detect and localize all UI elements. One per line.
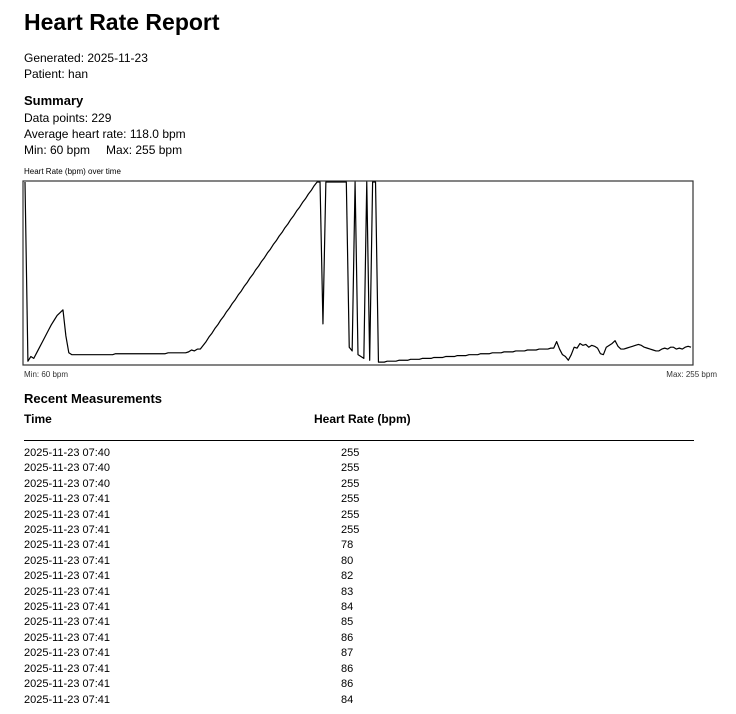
cell-time: 2025-11-23 07:41 bbox=[24, 647, 111, 660]
cell-heart-rate: 83 bbox=[341, 585, 354, 598]
cell-time: 2025-11-23 07:41 bbox=[24, 493, 111, 506]
table-row bbox=[24, 538, 694, 553]
table-row bbox=[24, 677, 694, 692]
cell-time: 2025-11-23 07:41 bbox=[24, 662, 111, 675]
cell-time: 2025-11-23 07:41 bbox=[24, 508, 111, 521]
generated-date: Generated: 2025-11-23 bbox=[24, 51, 148, 65]
summary-average: Average heart rate: 118.0 bpm bbox=[24, 127, 186, 141]
summary-heading: Summary bbox=[24, 93, 84, 108]
cell-heart-rate: 255 bbox=[341, 493, 360, 506]
cell-time: 2025-11-23 07:41 bbox=[24, 524, 111, 537]
cell-heart-rate: 255 bbox=[341, 524, 360, 537]
cell-time: 2025-11-23 07:41 bbox=[24, 570, 111, 583]
cell-heart-rate: 86 bbox=[341, 662, 354, 675]
table-row bbox=[24, 631, 694, 646]
cell-heart-rate: 255 bbox=[341, 477, 360, 490]
table-row bbox=[24, 523, 694, 538]
cell-heart-rate: 86 bbox=[341, 678, 354, 691]
column-header-time: Time bbox=[24, 412, 314, 441]
cell-heart-rate: 82 bbox=[341, 570, 354, 583]
table-row bbox=[24, 615, 694, 630]
cell-time: 2025-11-23 07:41 bbox=[24, 601, 111, 614]
table-row bbox=[24, 600, 694, 615]
cell-heart-rate: 87 bbox=[341, 647, 354, 660]
table-row bbox=[24, 477, 694, 492]
summary-min: Min: 60 bpm bbox=[24, 143, 91, 157]
table-row bbox=[24, 662, 694, 677]
table-row bbox=[24, 508, 694, 523]
cell-heart-rate: 80 bbox=[341, 554, 354, 567]
table-row bbox=[24, 585, 694, 600]
cell-time: 2025-11-23 07:41 bbox=[24, 678, 111, 691]
cell-heart-rate: 78 bbox=[341, 539, 354, 552]
summary-data-points: Data points: 229 bbox=[24, 111, 112, 125]
heart-rate-chart bbox=[22, 180, 694, 367]
cell-heart-rate: 84 bbox=[341, 693, 354, 706]
cell-time: 2025-11-23 07:41 bbox=[24, 693, 111, 706]
table-row bbox=[24, 554, 694, 569]
cell-heart-rate: 84 bbox=[341, 601, 354, 614]
cell-time: 2025-11-23 07:40 bbox=[24, 462, 111, 475]
cell-time: 2025-11-23 07:41 bbox=[24, 616, 111, 629]
table-heading: Recent Measurements bbox=[24, 391, 162, 406]
cell-time: 2025-11-23 07:40 bbox=[24, 477, 111, 490]
cell-heart-rate: 255 bbox=[341, 447, 360, 459]
chart-title: Heart Rate (bpm) over time bbox=[24, 167, 121, 176]
table-body bbox=[24, 441, 694, 708]
table-row bbox=[24, 693, 694, 708]
table-row bbox=[24, 461, 694, 476]
table-row bbox=[24, 569, 694, 584]
measurements-table bbox=[24, 412, 694, 708]
cell-time: 2025-11-23 07:41 bbox=[24, 554, 111, 567]
cell-heart-rate: 255 bbox=[341, 508, 360, 521]
summary-max: Max: 255 bpm bbox=[106, 143, 183, 157]
cell-heart-rate: 85 bbox=[341, 616, 354, 629]
table-row bbox=[24, 441, 694, 462]
cell-time: 2025-11-23 07:41 bbox=[24, 539, 111, 552]
table-row bbox=[24, 492, 694, 507]
chart-max-label: Max: 255 bpm bbox=[666, 370, 717, 379]
cell-time: 2025-11-23 07:41 bbox=[24, 631, 111, 644]
table-row bbox=[24, 646, 694, 661]
cell-time: 2025-11-23 07:41 bbox=[24, 585, 111, 598]
chart-min-label: Min: 60 bpm bbox=[24, 370, 69, 379]
page-title: Heart Rate Report bbox=[24, 9, 220, 35]
cell-time: 2025-11-23 07:40 bbox=[24, 447, 111, 459]
patient-name: Patient: han bbox=[24, 67, 89, 81]
column-header-heart-rate: Heart Rate (bpm) bbox=[314, 412, 694, 441]
cell-heart-rate: 86 bbox=[341, 631, 354, 644]
table-header-row bbox=[24, 412, 694, 441]
summary-min-max bbox=[24, 143, 182, 157]
cell-heart-rate: 255 bbox=[341, 462, 360, 475]
